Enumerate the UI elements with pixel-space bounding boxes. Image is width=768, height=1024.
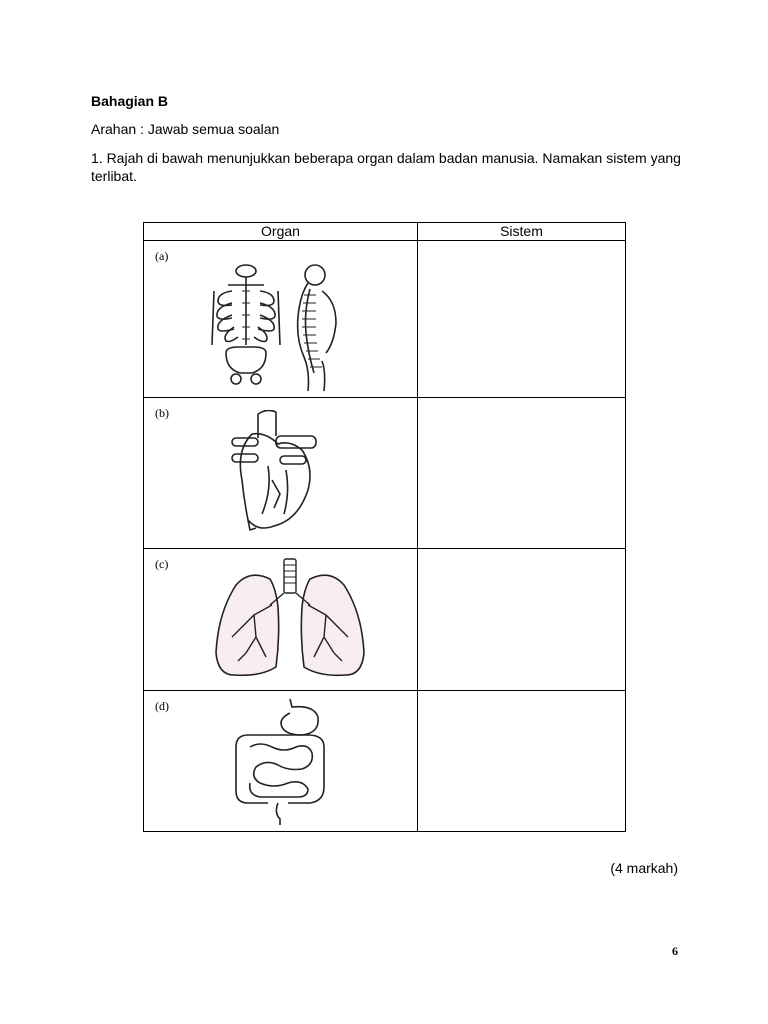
header-sistem: Sistem <box>418 223 626 241</box>
page-number: 6 <box>672 944 678 958</box>
answer-cell-d[interactable] <box>418 691 626 832</box>
lungs-icon <box>210 557 370 683</box>
header-organ: Organ <box>144 223 418 241</box>
organ-cell-c <box>144 549 418 691</box>
organ-cell-a <box>144 241 418 398</box>
intestine-icon <box>228 695 338 827</box>
heart-icon <box>228 410 328 534</box>
instruction-text: Arahan : Jawab semua soalan <box>91 121 280 137</box>
row-label-a: (a) <box>155 249 169 263</box>
row-label-d: (d) <box>155 699 169 713</box>
answer-cell-c[interactable] <box>418 549 626 691</box>
answer-cell-b[interactable] <box>418 398 626 549</box>
organ-system-table <box>143 222 626 832</box>
row-label-b: (b) <box>155 406 169 420</box>
section-title: Bahagian B <box>91 93 169 109</box>
answer-cell-a[interactable] <box>418 241 626 398</box>
skeleton-icon <box>204 261 344 393</box>
organ-cell-b <box>144 398 418 549</box>
question-text: 1. Rajah di bawah menunjukkan beberapa organ dalam badan manusia. Namakan sistem yang terlibat. <box>91 150 681 184</box>
row-label-c: (c) <box>155 557 169 571</box>
marks-label: (4 markah) <box>610 860 678 876</box>
organ-cell-d <box>144 691 418 832</box>
